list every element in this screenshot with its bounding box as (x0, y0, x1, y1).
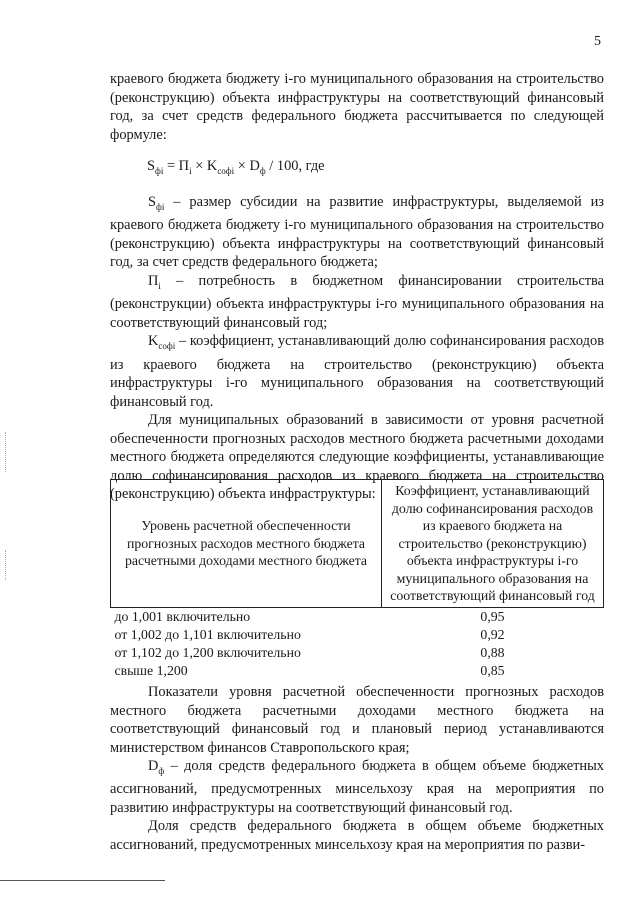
table-row (111, 626, 604, 644)
intro-paragraph: краевого бюджета бюджету i-го муниципального образования на строительство (реконструкцию) объекта инфраструктуры на соответствующий финансовый год, за счет средств федерального бюджета рассчитывается по следующей формуле: (110, 71, 604, 143)
table-cell-coefficient: 0,95 (480, 608, 505, 624)
formula-eq: = (163, 158, 179, 174)
definition-k: $K_{софi}$ – коэффициент, устанавливающий долю софинансирования расходов из краевого бюджета на строительство (реконструкцию) объекта инфраструктуры i-го муниципального образования на соответствующий финансовый год. (110, 333, 604, 410)
definition-p: $П_i$ – потребность в бюджетном финансировании строительства (реконструкции) объекта инфраструктуры i-го муниципального образования на соответствующий финансовый год; (110, 272, 604, 331)
definition-d: $D_ф$ – доля средств федерального бюджета в общем объеме бюджетных ассигнований, предусмотренных минсельхозу края на мероприятия по развитию инфраструктуры на соответствующий финансовый год. (110, 758, 604, 816)
symbol-d: $D_ф$ (148, 758, 165, 776)
formula-d-sub: ф (259, 165, 266, 176)
text-block-bottom (110, 683, 604, 854)
table-cell-coefficient: 0,92 (480, 626, 505, 642)
table-header-level: Уровень расчетной обеспеченности прогнозных расходов местного бюджета расчетными доходами местного бюджета (111, 480, 382, 608)
table-cell-level: от 1,102 до 1,200 включительно (114, 644, 301, 660)
symbol-k: $K_{софi}$ (148, 333, 176, 352)
formula-p: П (178, 158, 190, 174)
coefficient-table (110, 479, 604, 680)
table-row (111, 607, 604, 626)
table-header-coefficient: Коэффициент, устанавливающий долю софинансирования расходов из краевого бюджета на строительство (реконструкцию) объекта инфраструктуры i-го муниципального образования на соответствующий финансовый год (382, 480, 604, 608)
table-cell-coefficient: 0,88 (480, 644, 505, 660)
text-block-top (110, 70, 604, 144)
table-cell-level: свыше 1,200 (114, 662, 188, 678)
text-block-definitions (110, 193, 604, 504)
levels-paragraph: Для муниципальных образований в зависимости от уровня расчетной обеспеченности прогнозных расходов местного бюджета расчетными доходами местного бюджета определяются следующие коэффициенты, устанавливающие долю софинансирования расходов из краевого бюджета на строительство (реконструкцию) объекта инфраструктуры: (110, 412, 604, 503)
symbol-p: $П_i$ (148, 272, 161, 291)
formula-times-1: × (191, 158, 207, 174)
last-paragraph: Доля средств федерального бюджета в общем объеме бюджетных ассигнований, предусмотренных минсельхозу края на мероприятия по разви- (110, 818, 604, 853)
margin-mark (5, 432, 7, 472)
table-row (111, 644, 604, 662)
symbol-s: $S_{фi}$ (148, 194, 165, 212)
margin-mark (5, 550, 7, 580)
formula-d: D (249, 158, 260, 174)
subsidy-formula (147, 157, 325, 180)
formula-k-sub: софi (217, 165, 235, 176)
table-row (111, 662, 604, 680)
table-cell-level: от 1,002 до 1,101 включительно (114, 626, 301, 642)
bottom-rule (0, 880, 165, 881)
formula-s-sub: фi (155, 165, 164, 176)
definition-s: $S_{фi}$ – размер субсидии на развитие инфраструктуры, выделяемой из краевого бюджета бюджету i-го муниципального образования на строительство (реконструкцию) объекта инфраструктуры на соответствующий финансовый год, за счет средств федерального бюджета; (110, 194, 604, 271)
formula-k: K (206, 158, 218, 174)
formula-tail: / 100, где (265, 158, 325, 174)
formula-p-sub: i (189, 165, 192, 176)
indicators-paragraph: Показатели уровня расчетной обеспеченности прогнозных расходов местного бюджета расчетными доходами местного бюджета на соответствующий финансовый год и плановый период устанавливаются министерством финансов Ставропольского края; (110, 684, 604, 756)
table-cell-level: до 1,001 включительно (114, 608, 251, 624)
formula-s: S (147, 158, 156, 174)
table-cell-coefficient: 0,85 (480, 662, 505, 678)
table-header-row (111, 480, 604, 608)
formula-times-2: × (234, 158, 250, 174)
page-number: 5 (594, 34, 601, 49)
